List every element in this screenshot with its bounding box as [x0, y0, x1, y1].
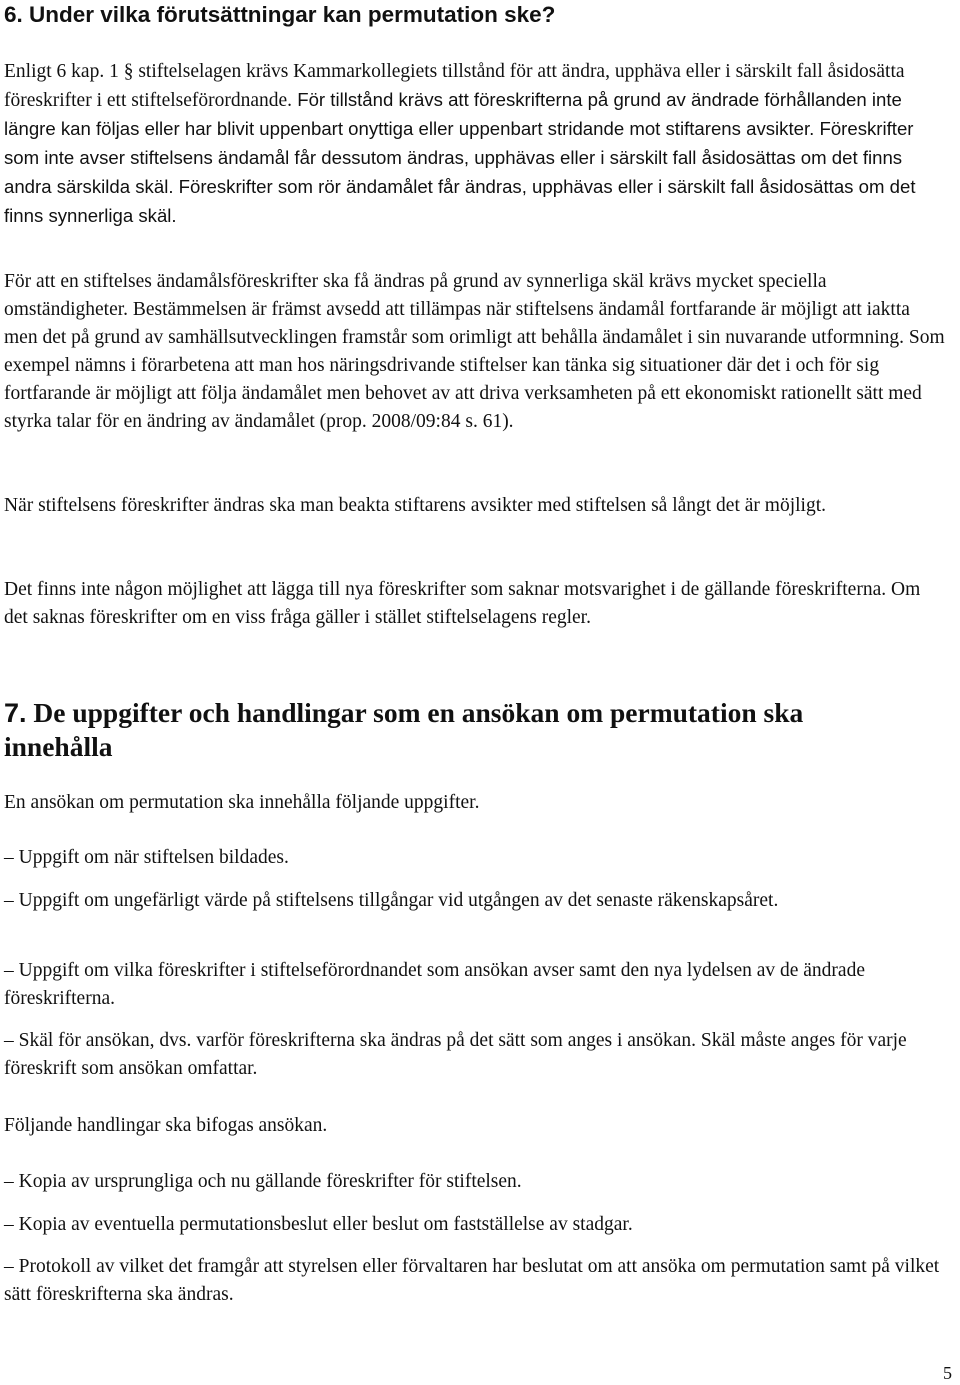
section-6-paragraph-4: Det finns inte någon möjlighet att lägga till nya föreskrifter som saknar motsvarighet i de gällande föreskrifterna. Om det saknas föreskrifter om en viss fråga gäller i stället stiftelselagens regler.	[4, 579, 921, 628]
section-6-paragraph-2: För att en stiftelses ändamålsföreskrifter ska få ändras på grund av synnerliga skäl krävs mycket speciella omständigheter. Bestämmelsen är främst avsedd att tillämpas när stiftelsens ändamål fortfarande är möjligt att iaktta men det på grund av samhällsutvecklingen framstår som orimligt att behålla ändamålet i sin nuvarande utformning. Som exempel nämns i förarbetena att man hos näringsdrivande stiftelser kan tänka sig situationer där det i och för sig fortfarande är möjligt att följa ändamålet men behovet av att driva verksamheten på ett ekonomiskt rationellt sätt med styrka talar för en ändring av ändamålet (prop. 2008/09:84 s. 61).	[4, 271, 945, 432]
list-item: – Kopia av eventuella permutationsbeslut eller beslut om fastställelse av stadgar.	[4, 1214, 633, 1235]
section-6-heading: 6. Under vilka förutsättningar kan permutation ske?	[4, 2, 556, 27]
section-6-paragraph-1	[4, 58, 948, 231]
section-7-heading	[4, 696, 904, 764]
section-7-intro-2: Följande handlingar ska bifogas ansökan.	[4, 1115, 328, 1136]
section-6-paragraph-3: När stiftelsens föreskrifter ändras ska man beakta stiftarens avsikter med stiftelsen så långt det är möjligt.	[4, 495, 826, 516]
list-item: – Skäl för ansökan, dvs. varför föreskrifterna ska ändras på det sätt som anges i ansökan. Skäl måste anges för varje föreskrift som ansökan omfattar.	[4, 1030, 907, 1079]
page-number: 5	[943, 1363, 952, 1383]
list-item: – Uppgift om när stiftelsen bildades.	[4, 847, 289, 868]
list-item: – Kopia av ursprungliga och nu gällande föreskrifter för stiftelsen.	[4, 1171, 522, 1192]
paragraph-1-sans-part: För tillstånd krävs att föreskrifterna på grund av ändrade förhållanden inte längre kan följas eller har blivit uppenbart onyttiga eller uppenbart stridande mot stiftarens avsikter. Föreskrifter som inte avser stiftelsens ändamål får dessutom ändras, upphävas eller i särskilt fall åsidosättas om det finns andra särskilda skäl. Föreskrifter som rör ändamålet får ändras, upphävas eller i särskilt fall åsidosättas om det finns synnerliga skäl.	[4, 89, 916, 226]
section-7-title: De uppgifter och handlingar som en ansökan om permutation ska innehålla	[4, 697, 804, 762]
section-7-number: 7.	[4, 698, 27, 728]
paragraph-1-serif-part: Enligt 6 kap. 1 § stiftelselagen krävs Kammarkollegiets tillstånd för att ändra, upphäva eller i särskilt fall åsidosätta föreskrifter i ett stiftelseförordnande.	[4, 61, 905, 111]
list-item: – Protokoll av vilket det framgår att styrelsen eller förvaltaren har beslutat om att ansöka om permutation samt på vilket sätt föreskrifterna ska ändras.	[4, 1256, 940, 1305]
list-item: – Uppgift om ungefärligt värde på stiftelsens tillgångar vid utgången av det senaste räkenskapsåret.	[4, 890, 779, 911]
list-item: – Uppgift om vilka föreskrifter i stiftelseförordnandet som ansökan avser samt den nya lydelsen av de ändrade föreskrifterna.	[4, 960, 865, 1009]
section-7-intro-1: En ansökan om permutation ska innehålla följande uppgifter.	[4, 792, 480, 813]
